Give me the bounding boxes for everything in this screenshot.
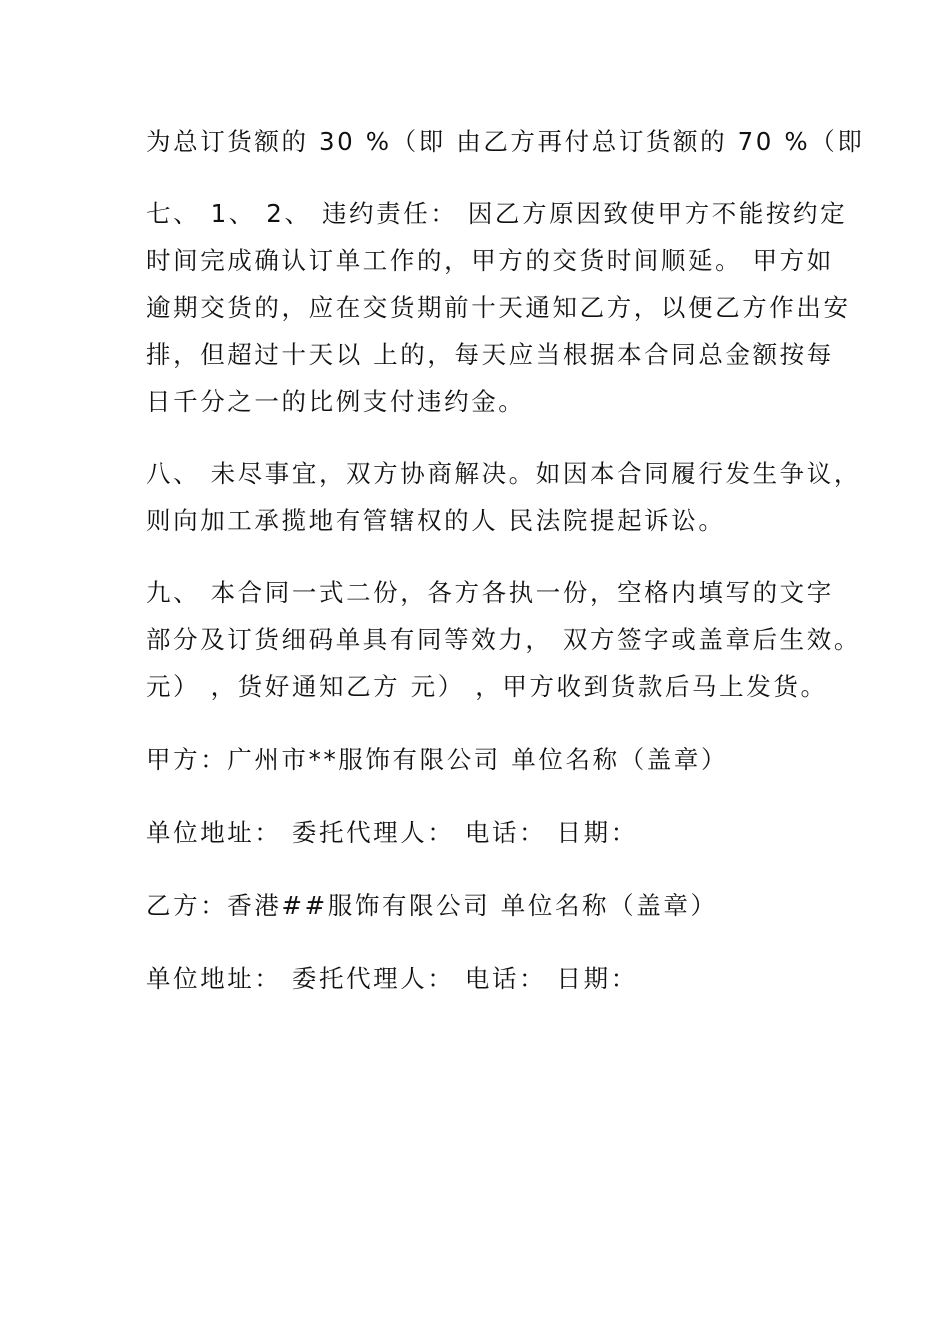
- text-line: 则向加工承揽地有管辖权的人 民法院提起诉讼。: [146, 506, 726, 535]
- party-a-details-line: [146, 809, 810, 856]
- paragraph-gap: [146, 544, 810, 569]
- text-line: 八、 未尽事宜，双方协商解决。如因本合同履行发生争议，: [146, 459, 861, 488]
- party-b-details-line: [146, 955, 810, 1002]
- text-line: 七、 1、 2、 违约责任： 因乙方原因致使甲方不能按约定: [146, 199, 848, 228]
- paragraph-gap: [146, 856, 810, 882]
- text-line: 日千分之一的比例支付违约金。: [146, 387, 526, 416]
- text-line: 九、 本合同一式二份，各方各执一份，空格内填写的文字: [146, 578, 834, 607]
- text-line: 乙方：香港##服饰有限公司 单位名称（盖章）: [146, 891, 718, 920]
- text-line: 单位地址： 委托代理人： 电话： 日期：: [146, 964, 638, 993]
- party-b-line: [146, 882, 810, 929]
- paragraph-gap: [146, 929, 810, 955]
- liability-paragraph: [146, 190, 851, 425]
- paragraph-gap: [146, 783, 810, 809]
- paragraph-gap: [146, 165, 810, 190]
- text-line: 甲方：广州市**服饰有限公司 单位名称（盖章）: [146, 745, 729, 774]
- paragraph-gap: [146, 425, 810, 450]
- text-line: 元） ，货好通知乙方 元） ，甲方收到货款后马上发货。: [146, 672, 828, 701]
- payment-paragraph: [146, 118, 865, 165]
- text-line: 时间完成确认订单工作的，甲方的交货时间顺延。 甲方如: [146, 246, 834, 275]
- party-a-line: [146, 736, 810, 783]
- text-line: 排，但超过十天以 上的，每天应当根据本合同总金额按每: [146, 340, 834, 369]
- paragraph-gap: [146, 710, 810, 736]
- copies-paragraph: [146, 569, 861, 710]
- text-line: 部分及订货细码单具有同等效力， 双方签字或盖章后生效。: [146, 625, 861, 654]
- text-line: 单位地址： 委托代理人： 电话： 日期：: [146, 818, 638, 847]
- text-line: 逾期交货的，应在交货期前十天通知乙方，以便乙方作出安: [146, 293, 851, 322]
- contract-page: [146, 118, 865, 1002]
- dispute-paragraph: [146, 450, 861, 544]
- text-line: 为总订货额的 30 %（即 由乙方再付总订货额的 70 %（即: [146, 127, 865, 156]
